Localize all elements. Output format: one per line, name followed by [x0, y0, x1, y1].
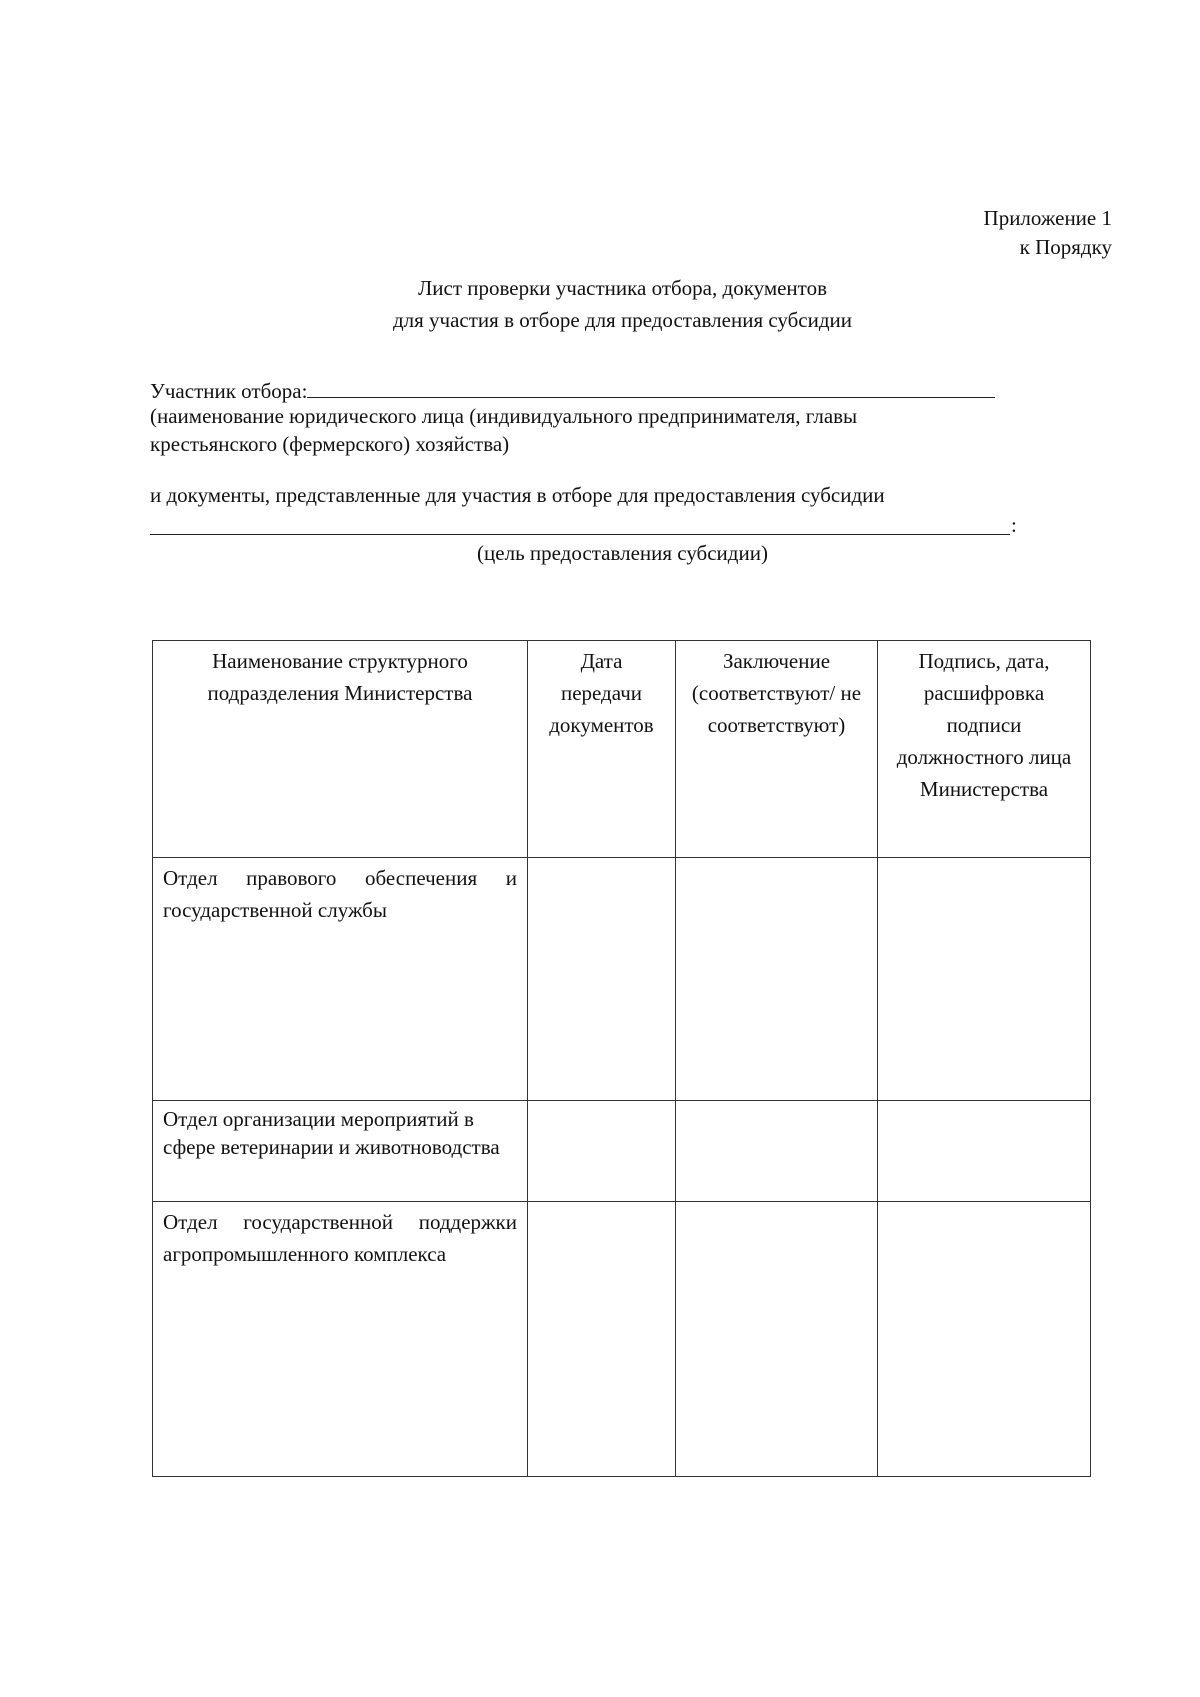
documents-text: и документы, представленные для участия в отборе для предоставления субсидии	[150, 483, 885, 507]
header-signature: Подпись, дата, расшифровка подписи должностного лица Министерства	[878, 641, 1091, 858]
signature-cell[interactable]	[878, 858, 1091, 1101]
check-table	[152, 640, 1091, 1477]
table-header-row	[153, 641, 1091, 858]
conclusion-cell[interactable]	[676, 1202, 878, 1477]
participant-note-line-1: (наименование юридического лица (индивидуального предпринимателя, главы	[150, 404, 858, 428]
participant-note-line-2: крестьянского (фермерского) хозяйства)	[150, 432, 510, 456]
purpose-blank-line[interactable]	[150, 534, 1010, 535]
department-cell: Отдел государственной поддержки агропромышленного комплекса	[153, 1202, 528, 1477]
header-department: Наименование структурного подразделения Министерства	[153, 641, 528, 858]
title-line-1: Лист проверки участника отбора, документов	[418, 276, 827, 300]
date-cell[interactable]	[528, 1101, 676, 1202]
participant-blank-line[interactable]	[307, 373, 995, 398]
signature-cell[interactable]	[878, 1202, 1091, 1477]
conclusion-cell[interactable]	[676, 858, 878, 1101]
department-cell: Отдел организации мероприятий в сфере ветеринарии и животноводства	[153, 1101, 528, 1202]
participant-label: Участник отбора:	[150, 379, 308, 403]
participant-field	[150, 373, 1040, 405]
appendix-line-1: Приложение 1	[983, 206, 1112, 230]
header-transfer-date: Дата передачи документов	[528, 641, 676, 858]
date-cell[interactable]	[528, 1202, 676, 1477]
table-row	[153, 1202, 1091, 1477]
document-title	[0, 272, 1200, 336]
table-row	[153, 858, 1091, 1101]
title-line-2: для участия в отборе для предоставления субсидии	[392, 308, 853, 332]
participant-note	[150, 402, 1040, 458]
purpose-colon: :	[1011, 513, 1017, 537]
signature-cell[interactable]	[878, 1101, 1091, 1202]
header-conclusion: Заключение (соответствуют/ не соответствуют)	[676, 641, 878, 858]
date-cell[interactable]	[528, 858, 676, 1101]
appendix-reference	[984, 204, 1112, 262]
department-cell: Отдел правового обеспечения и государственной службы	[153, 858, 528, 1101]
table-row	[153, 1101, 1091, 1202]
conclusion-cell[interactable]	[676, 1101, 878, 1202]
purpose-caption: (цель предоставления субсидии)	[477, 541, 768, 565]
appendix-line-2: к Порядку	[1019, 235, 1112, 259]
